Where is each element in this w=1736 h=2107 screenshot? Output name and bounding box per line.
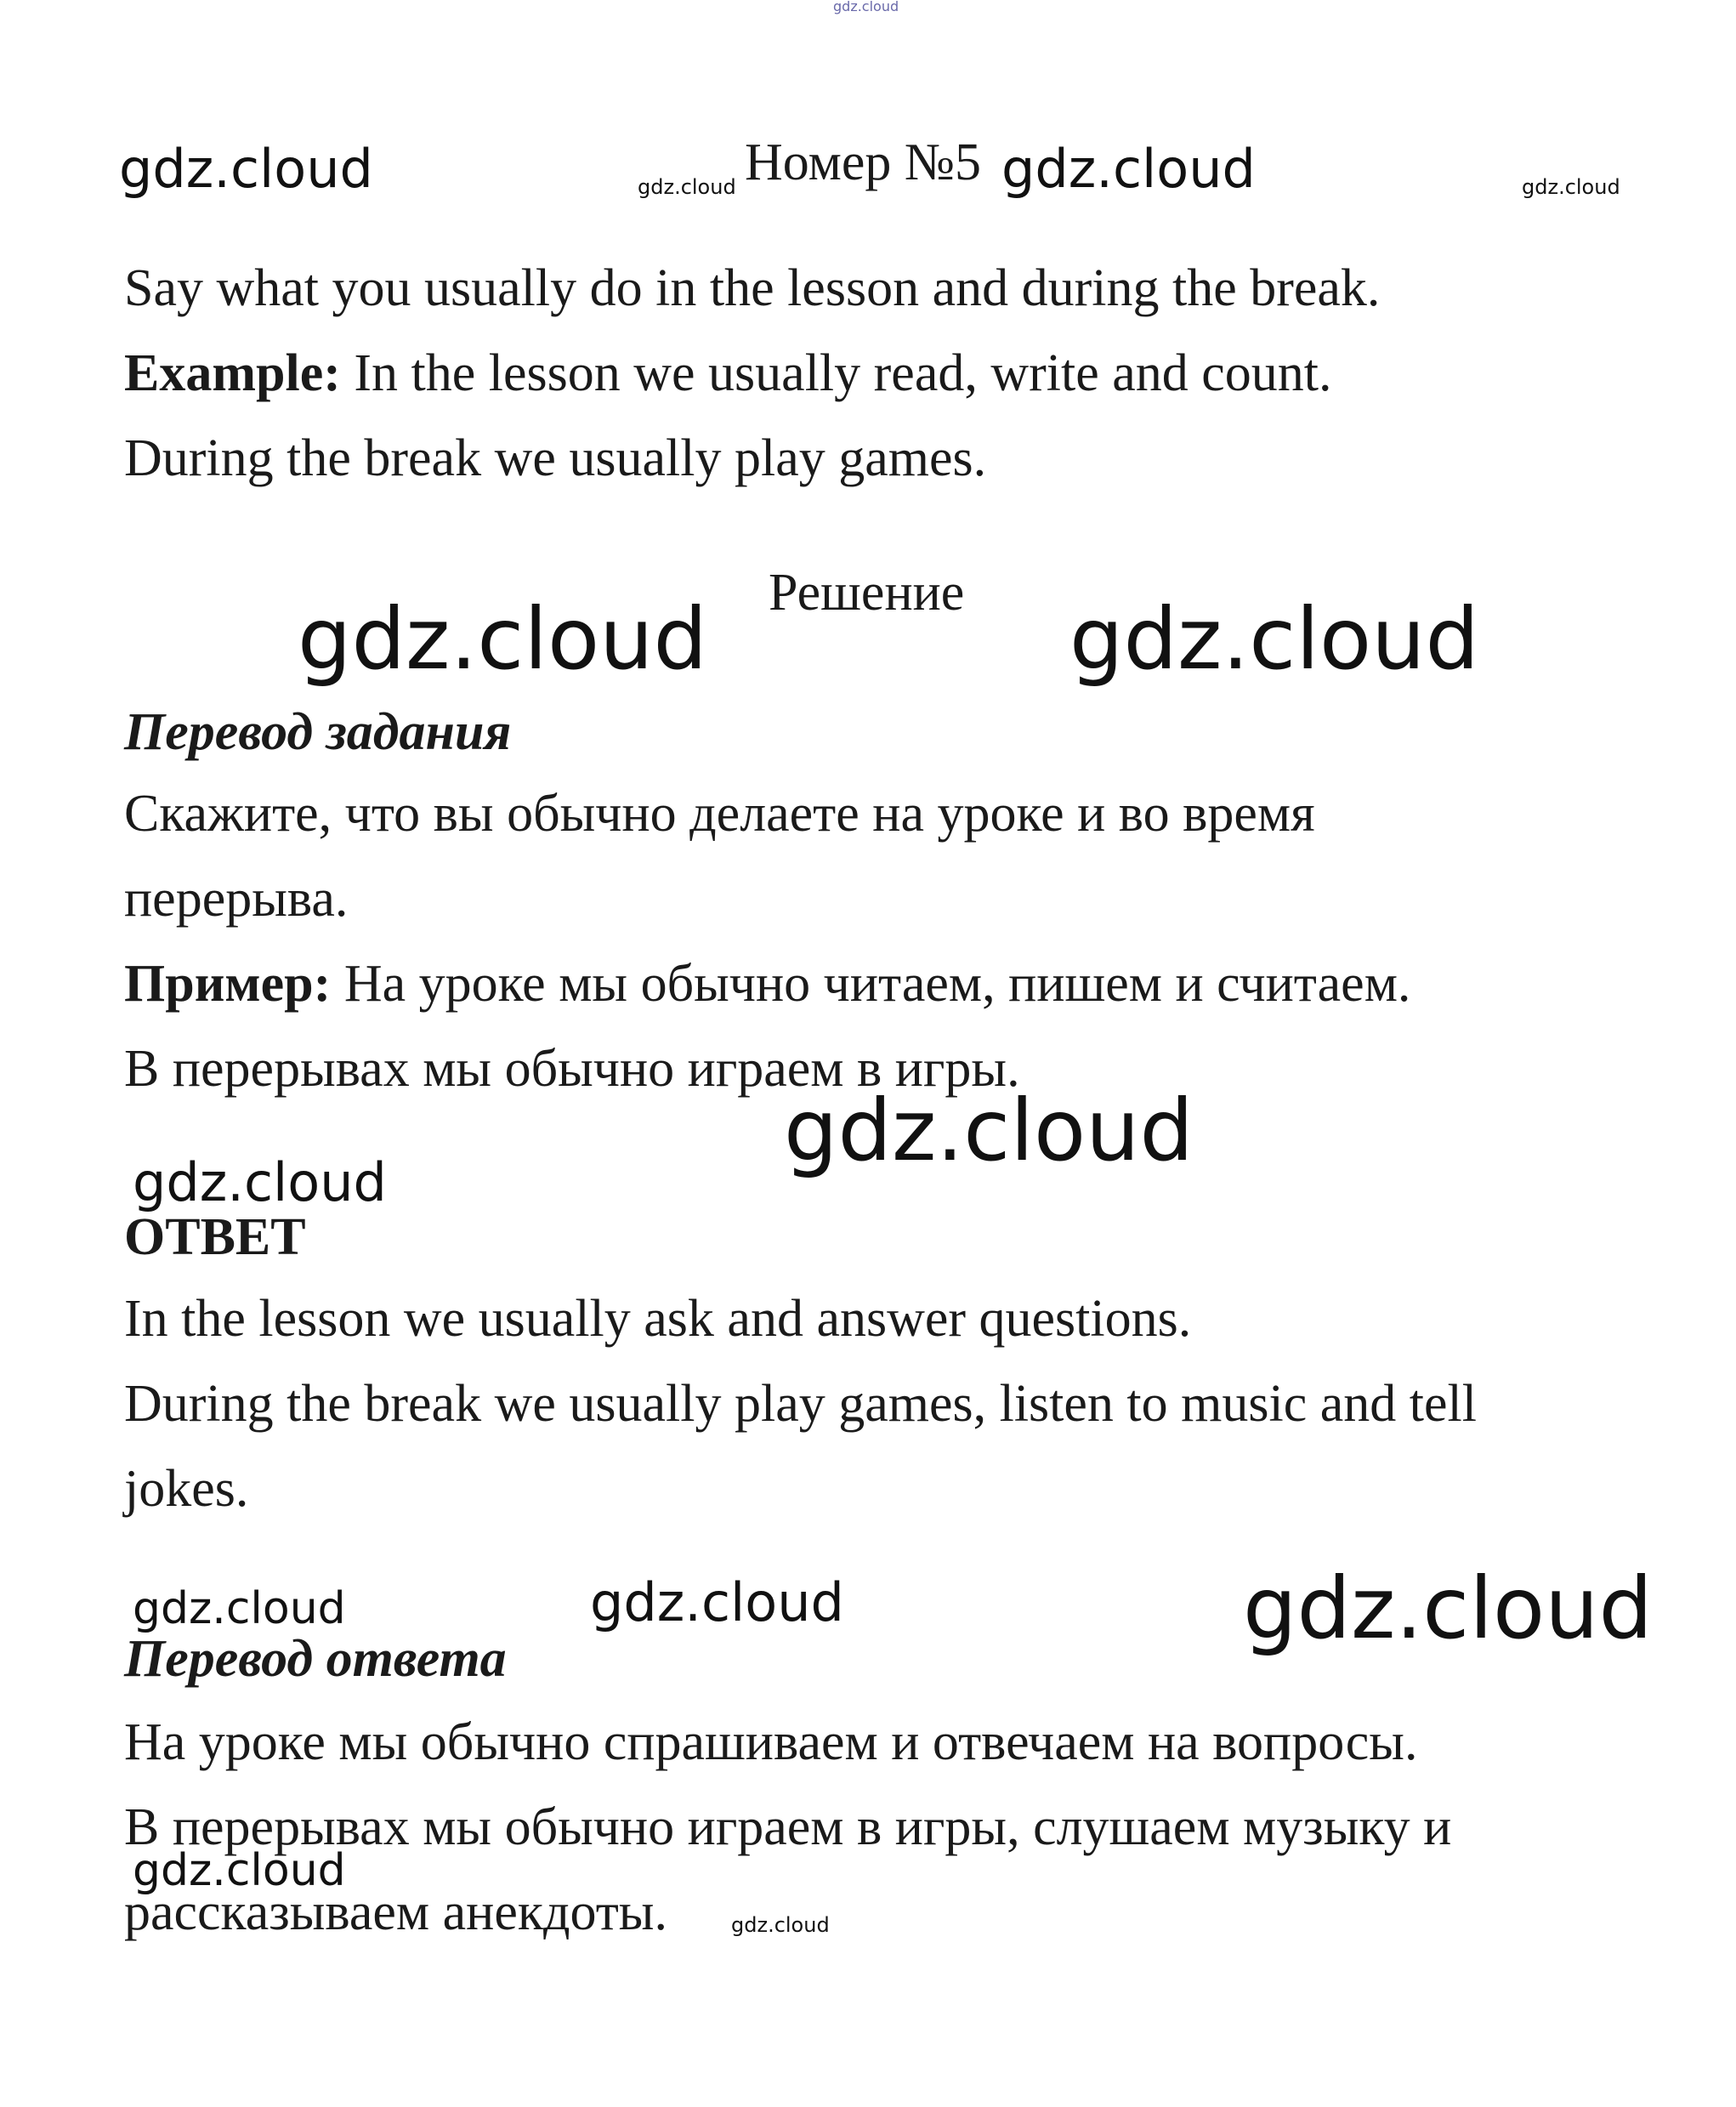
watermark-last-small: gdz.cloud	[731, 1913, 830, 1937]
answer-translation-line2: В перерывах мы обычно играем в игры, слушаем музыку и	[124, 1798, 1452, 1856]
solution-heading: Решение	[769, 564, 965, 622]
task-example-line2: During the break we usually play games.	[124, 429, 987, 487]
task-number-title: Номер №5	[745, 133, 982, 191]
task-example	[124, 344, 1332, 402]
translation-heading: Перевод задания	[124, 703, 512, 761]
answer-heading: ОТВЕТ	[124, 1208, 306, 1266]
watermark-header-left: gdz.cloud	[119, 138, 373, 200]
watermark-mid: gdz.cloud	[784, 1081, 1194, 1180]
answer-line1: In the lesson we usually ask and answer questions.	[124, 1290, 1192, 1348]
translation-example-text: На уроке мы обычно читаем, пишем и считаем.	[331, 955, 1411, 1013]
task-example-text: In the lesson we usually read, write and count.	[340, 344, 1332, 402]
translation-line1: Скажите, что вы обычно делаете на уроке и во время	[124, 785, 1315, 843]
watermark-bottom-center: gdz.cloud	[590, 1571, 844, 1633]
translation-example-line2: В перерывах мы обычно играем в игры.	[124, 1040, 1020, 1098]
watermark-header-right: gdz.cloud	[1001, 138, 1256, 200]
watermark-header-far-right: gdz.cloud	[1522, 175, 1620, 199]
watermark-solution-right: gdz.cloud	[1069, 589, 1480, 689]
answer-translation-line1: На уроке мы обычно спрашиваем и отвечаем на вопросы.	[124, 1713, 1418, 1771]
translation-line2: перерыва.	[124, 870, 349, 928]
watermark-bottom-right: gdz.cloud	[1243, 1559, 1654, 1658]
watermark-solution-left: gdz.cloud	[298, 589, 708, 689]
answer-translation-heading: Перевод ответа	[124, 1630, 507, 1688]
watermark-answer-left: gdz.cloud	[133, 1151, 387, 1213]
answer-line3: jokes.	[124, 1460, 249, 1518]
answer-translation-line3: рассказываем анекдоты.	[124, 1883, 667, 1941]
translation-example	[124, 955, 1411, 1013]
watermark-last-left: gdz.cloud	[133, 1845, 346, 1896]
task-example-label: Example:	[124, 344, 341, 402]
translation-example-label: Пример:	[124, 955, 332, 1013]
watermark-bottom-left: gdz.cloud	[133, 1583, 346, 1634]
task-instruction: Say what you usually do in the lesson and during the break.	[124, 259, 1381, 317]
watermark-top: gdz.cloud	[833, 0, 899, 14]
watermark-header-small: gdz.cloud	[638, 175, 736, 199]
answer-line2: During the break we usually play games, listen to music and tell	[124, 1375, 1477, 1433]
